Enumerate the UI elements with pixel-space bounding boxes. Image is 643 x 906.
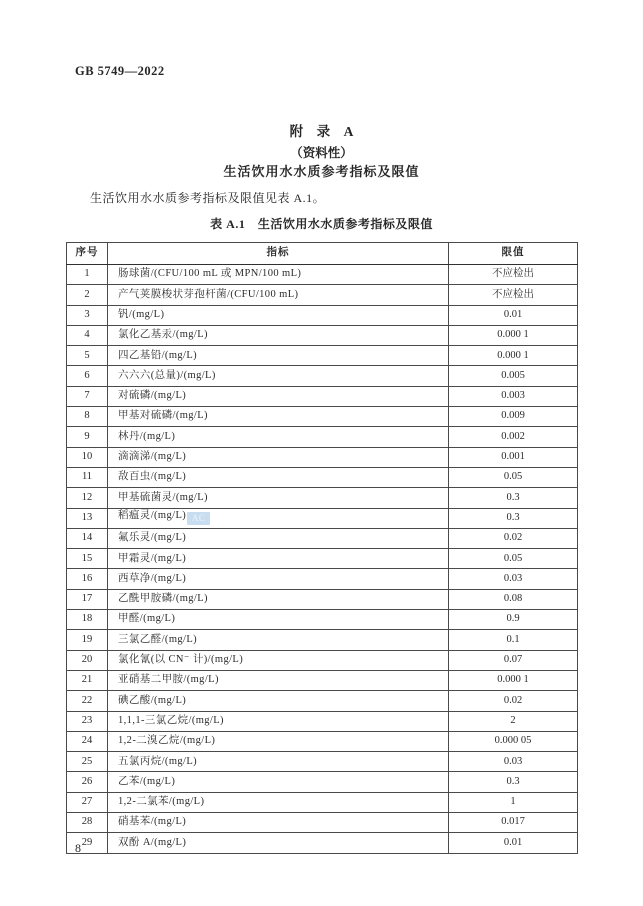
standard-number-header: GB 5749—2022 (75, 64, 165, 78)
indicator-cell: 1,2-二氯苯/(mg/L) (108, 792, 449, 812)
column-header-limit: 限值 (449, 243, 578, 265)
row-index-cell: 21 (67, 670, 108, 690)
appendix-title: 附 录 A (289, 124, 354, 139)
limit-cell: 0.03 (449, 752, 578, 772)
limit-cell: 0.002 (449, 427, 578, 447)
table-row (67, 670, 578, 690)
limit-cell: 0.000 1 (449, 670, 578, 690)
limit-cell: 0.017 (449, 813, 578, 833)
table-row (67, 285, 578, 305)
row-index-cell: 28 (67, 813, 108, 833)
indicator-cell: 乙酰甲胺磷/(mg/L) (108, 589, 449, 609)
table-body (67, 265, 578, 854)
table-row (67, 488, 578, 508)
indicator-cell: 双酚 A/(mg/L) (108, 833, 449, 853)
row-index-cell: 17 (67, 589, 108, 609)
indicator-cell: 甲醛/(mg/L) (108, 610, 449, 630)
row-index-cell: 6 (67, 366, 108, 386)
row-index-cell: 14 (67, 528, 108, 548)
indicator-cell: 钒/(mg/L) (108, 305, 449, 325)
column-header-indicator: 指标 (108, 243, 449, 265)
indicator-cell: 五氯丙烷/(mg/L) (108, 752, 449, 772)
page-number: 8 (75, 841, 81, 855)
table-header-row (67, 243, 578, 265)
limit-cell: 0.01 (449, 305, 578, 325)
limit-cell: 0.05 (449, 467, 578, 487)
row-index-cell: 10 (67, 447, 108, 467)
indicator-cell: 1,1,1-三氯乙烷/(mg/L) (108, 711, 449, 731)
table-row (67, 731, 578, 751)
indicator-cell: 氟乐灵/(mg/L) (108, 528, 449, 548)
table-row (67, 792, 578, 812)
row-index-cell: 19 (67, 630, 108, 650)
indicator-cell: 滴滴涕/(mg/L) (108, 447, 449, 467)
limit-cell: 0.000 1 (449, 325, 578, 345)
row-index-cell: 25 (67, 752, 108, 772)
table-row (67, 610, 578, 630)
indicator-cell: 乙苯/(mg/L) (108, 772, 449, 792)
row-index-cell: 4 (67, 325, 108, 345)
watermark-highlight: AC (187, 512, 210, 525)
limit-cell: 0.3 (449, 508, 578, 528)
limit-cell: 0.02 (449, 528, 578, 548)
limit-cell: 2 (449, 711, 578, 731)
row-index-cell: 27 (67, 792, 108, 812)
limit-cell: 0.000 1 (449, 346, 578, 366)
table-row (67, 589, 578, 609)
limit-cell: 0.05 (449, 549, 578, 569)
table-row (67, 427, 578, 447)
table-row (67, 833, 578, 853)
limit-cell: 0.003 (449, 386, 578, 406)
limit-cell: 0.9 (449, 610, 578, 630)
indicator-cell: 硝基苯/(mg/L) (108, 813, 449, 833)
limit-cell: 0.000 05 (449, 731, 578, 751)
table-row (67, 650, 578, 670)
row-index-cell: 18 (67, 610, 108, 630)
table-row (67, 691, 578, 711)
table-row (67, 366, 578, 386)
limit-cell: 0.01 (449, 833, 578, 853)
table-caption: 表 A.1 生活饮用水水质参考指标及限值 (210, 217, 433, 231)
row-index-cell: 15 (67, 549, 108, 569)
row-index-cell: 13 (67, 508, 108, 528)
limit-cell: 0.08 (449, 589, 578, 609)
indicator-cell: 氯化氰(以 CN⁻ 计)/(mg/L) (108, 650, 449, 670)
row-index-cell: 23 (67, 711, 108, 731)
indicator-cell: 甲基硫菌灵/(mg/L) (108, 488, 449, 508)
indicator-cell: 氯化乙基汞/(mg/L) (108, 325, 449, 345)
row-index-cell: 24 (67, 731, 108, 751)
appendix-subtitle: （资料性） (290, 146, 353, 160)
table-row (67, 325, 578, 345)
indicator-cell: 西草净/(mg/L) (108, 569, 449, 589)
limit-cell: 0.02 (449, 691, 578, 711)
limit-cell: 0.03 (449, 569, 578, 589)
limit-cell: 0.009 (449, 407, 578, 427)
indicator-cell: 六六六(总量)/(mg/L) (108, 366, 449, 386)
table-row (67, 752, 578, 772)
limit-cell: 0.001 (449, 447, 578, 467)
row-index-cell: 8 (67, 407, 108, 427)
appendix-heading: 生活饮用水水质参考指标及限值 (223, 164, 420, 179)
table-row (67, 549, 578, 569)
table-row (67, 813, 578, 833)
table-row (67, 772, 578, 792)
table-row (67, 630, 578, 650)
limit-cell: 0.1 (449, 630, 578, 650)
row-index-cell: 3 (67, 305, 108, 325)
row-index-cell: 20 (67, 650, 108, 670)
limit-cell: 不应检出 (449, 285, 578, 305)
table-row (67, 346, 578, 366)
indicator-cell: 1,2-二溴乙烷/(mg/L) (108, 731, 449, 751)
indicator-cell: 稻瘟灵/(mg/L) AC (108, 508, 449, 528)
indicator-cell: 甲基对硫磷/(mg/L) (108, 407, 449, 427)
table-row (67, 265, 578, 285)
limit-cell: 1 (449, 792, 578, 812)
row-index-cell: 5 (67, 346, 108, 366)
reference-indicators-table (66, 242, 578, 854)
indicator-cell: 三氯乙醛/(mg/L) (108, 630, 449, 650)
indicator-cell: 碘乙酸/(mg/L) (108, 691, 449, 711)
column-header-index: 序号 (67, 243, 108, 265)
limit-cell: 0.005 (449, 366, 578, 386)
table-row (67, 386, 578, 406)
indicator-cell: 敌百虫/(mg/L) (108, 467, 449, 487)
table-row (67, 467, 578, 487)
indicator-cell: 对硫磷/(mg/L) (108, 386, 449, 406)
indicator-cell: 林丹/(mg/L) (108, 427, 449, 447)
row-index-cell: 11 (67, 467, 108, 487)
row-index-cell: 7 (67, 386, 108, 406)
row-index-cell: 2 (67, 285, 108, 305)
row-index-cell: 1 (67, 265, 108, 285)
indicator-cell: 产气荚膜梭状芽孢杆菌/(CFU/100 mL) (108, 285, 449, 305)
table-row (67, 508, 578, 528)
row-index-cell: 16 (67, 569, 108, 589)
table-row (67, 569, 578, 589)
limit-cell: 不应检出 (449, 265, 578, 285)
intro-paragraph: 生活饮用水水质参考指标及限值见表 A.1。 (90, 191, 326, 205)
row-index-cell: 12 (67, 488, 108, 508)
indicator-cell: 肠球菌/(CFU/100 mL 或 MPN/100 mL) (108, 265, 449, 285)
table-row (67, 305, 578, 325)
limit-cell: 0.07 (449, 650, 578, 670)
indicator-cell: 亚硝基二甲胺/(mg/L) (108, 670, 449, 690)
table-row (67, 407, 578, 427)
row-index-cell: 26 (67, 772, 108, 792)
row-index-cell: 9 (67, 427, 108, 447)
indicator-cell: 甲霜灵/(mg/L) (108, 549, 449, 569)
limit-cell: 0.3 (449, 488, 578, 508)
indicator-cell: 四乙基铅/(mg/L) (108, 346, 449, 366)
limit-cell: 0.3 (449, 772, 578, 792)
row-index-cell: 22 (67, 691, 108, 711)
table-row (67, 447, 578, 467)
row-index-cell: 29 (67, 833, 108, 853)
table-row (67, 711, 578, 731)
table-row (67, 528, 578, 548)
